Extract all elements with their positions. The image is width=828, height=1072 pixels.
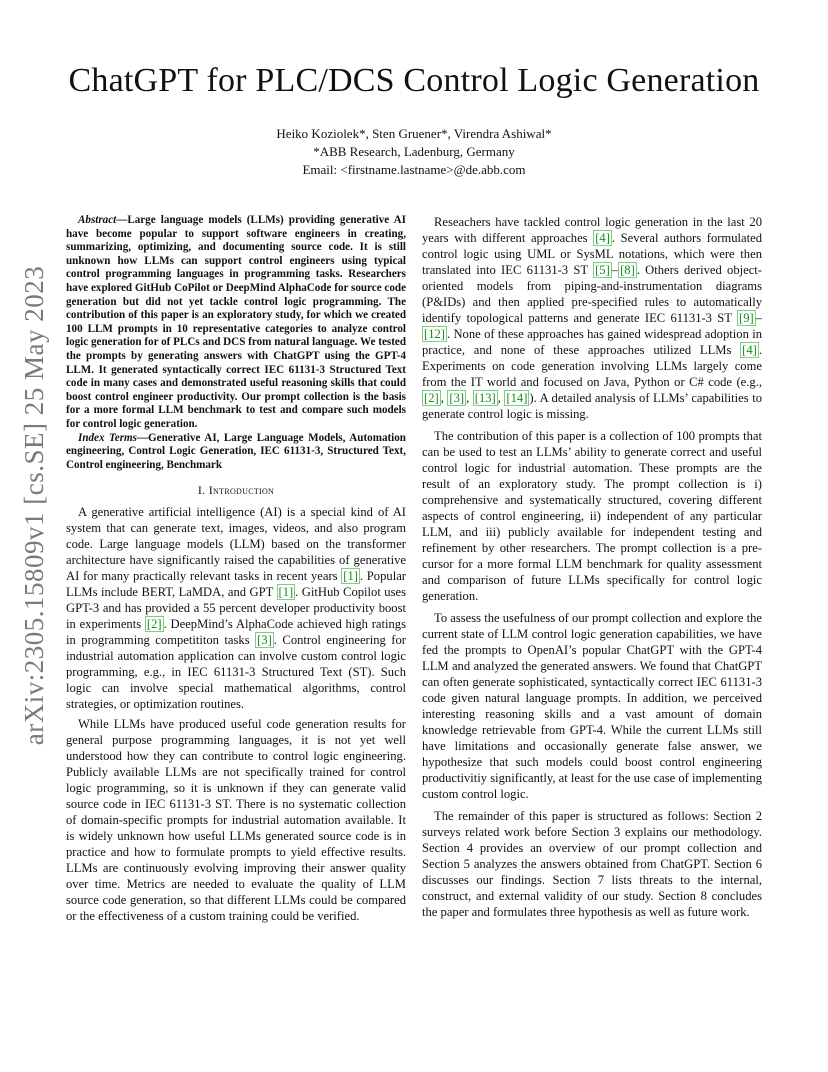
paragraph-text: . Several authors formulated control logic using UML or SysML notations, which were then translated into IEC 61131-3 ST — [422, 231, 763, 277]
author-list: Heiko Koziolek*, Sten Gruener*, Virendra Ashiwal* — [276, 126, 552, 141]
paragraph-text: . DeepMind’s AlphaCode achieved high ratings in programming competititon tasks — [66, 617, 406, 648]
paragraph-text: . Popular LLMs include BERT, LaMDA, and GPT — [66, 569, 406, 600]
paragraph-text: . Control engineering for industrial automation application can involve custom control logic programming, e.g., in IEC 61131-3 Structured Text (ST). Such logic can involve special mathematical algorithms, control strategies, or optimization routines. — [66, 633, 406, 712]
intro-paragraph-1 — [66, 504, 406, 712]
paragraph-text: , — [466, 391, 473, 405]
paragraph-text: . GitHub Copilot uses GPT-3 and has provided a 55 percent developer productivity boost in experiments — [66, 585, 406, 632]
paragraph-text: . None of these approaches has gained widespread adoption in practice, and none of these approaches utilized LLMs — [422, 327, 762, 357]
paragraph-text: A generative artificial intelligence (AI) is a special kind of AI system that can generate text, images, videos, and also program code. Large language models (LLM) based on the transformer architecture have significantly raised the capabilities of generative AI for many practically relevant tasks in recent years — [66, 505, 406, 584]
citation-link[interactable]: [4] — [595, 231, 610, 245]
paragraph-text: , — [440, 391, 448, 405]
paragraph-text: – — [755, 311, 762, 325]
citation-link[interactable]: [4] — [742, 343, 757, 357]
arxiv-identifier-stamp — [15, 265, 55, 745]
section-heading-introduction — [66, 482, 406, 498]
citation-link[interactable]: [9] — [739, 311, 754, 325]
citation-link[interactable]: [8] — [620, 263, 635, 277]
structure-paragraph: The remainder of this paper is structured as follows: Section 2 surveys related work before Section 3 explains our methodology. Section 4 provides an overview of our prompt collection and Section 5 analyzes the answers obtained from ChatGPT. Section 6 discusses our findings. Section 7 lists threats to the internal, construct, and external validity of our study. Section 8 concludes the paper and formulates three hypothesis as well as future work. — [422, 809, 762, 919]
section-title: Introduction — [208, 483, 275, 498]
citation-link[interactable]: [12] — [424, 327, 445, 341]
arxiv-identifier-text: arXiv:2305.15809v1 [cs.SE] 25 May 2023 — [19, 265, 50, 745]
citation-link[interactable]: [13] — [474, 391, 496, 405]
author-affiliation: *ABB Research, Ladenburg, Germany — [313, 144, 515, 159]
citation-link[interactable]: [14] — [506, 391, 528, 405]
citation-link[interactable]: [2] — [424, 391, 439, 405]
citation-link[interactable]: [1] — [343, 569, 358, 584]
paragraph-text: ). A detailed analysis of LLMs’ capabilities to generate control logic is missing. — [422, 391, 763, 421]
abstract-lead: Abstract — [78, 214, 117, 226]
left-column — [66, 214, 406, 928]
intro-paragraph-2: While LLMs have produced useful code generation results for general purpose programming languages, it is not yet well understood how they can contribute to control logic engineering. Publicly available LLMs are not specifically trained for control logic programming, so it is unknown if they can generate valid source code in IEC 61131-3 ST. There is no systematic collection of domain-specific prompts for industrial automation available. It is widely unknown how useful LLMs generated source code is in practice and how to formulate prompts to yield effective results. LLMs are continuously evolving improving their answer quality over time. Metrics are needed to evaluate the quality of LLM source code generation, so that different LLMs could be compared or the effectiveness of a custom training could be verified. — [66, 717, 406, 924]
assessment-paragraph: To assess the usefulness of our prompt collection and explore the current state of LLM control logic generation capabilities, we have fed the prompts to OpenAI’s popular ChatGPT with the GPT-4 LLM and analyzed the generated answers. We found that ChatGPT can often generate sophisticated, syntactically correct IEC 61131-3 code given natural language prompts. In addition, we perceived interesting reasoning skills and a vast amount of domain knowledge retrievable from GPT-4. While the current LLMs still have limitations and occasionally generate false answer, we hypothesize that such models could boost control engineering productivitiy significantly, at least for the use case of implementing custom control logic. — [422, 611, 762, 801]
related-approaches-paragraph — [422, 214, 762, 422]
paragraph-text: Reseachers have tackled control logic generation in the last 20 years with different approaches — [422, 215, 762, 245]
abstract-text: —Large language models (LLMs) providing generative AI have become popular to support software engineers in creating, summarizing, optimizing, and documenting source code. It is still unknown how LLMs can support control engineers using typical control programming languages in programming tasks. Researchers have explored GitHub CoPilot or DeepMind AlphaCode for source code generation but did not yet tackle control logic programming. The contribution of this paper is an exploratory study, for which we created 100 LLM prompts in 10 representative categories to analyze control logic generation for of PLCs and DCS from natural language. We tested the prompts by generating answers with ChatGPT using the GPT-4 LLM. It generated syntactically correct IEC 61131-3 Structured Text code in many cases and demonstrated useful reasoning skills that could boost control engineer productivity. Our prompt collection is the basis for a more formal LLM benchmark to test and compare such models for control logic generation. — [66, 214, 406, 430]
paragraph-text: , — [497, 391, 505, 405]
paper-title: ChatGPT for PLC/DCS Control Logic Generation — [68, 62, 760, 99]
index-terms-lead: Index Terms — [78, 431, 137, 444]
contribution-paragraph: The contribution of this paper is a collection of 100 prompts that can be used to test an LLMs’ ability to generate correct and useful control logic for industrial automation. These prompts are the result of an exploratory study. The prompt collection is i) comprehensive and systematically structured, covering different aspects of control engineering, ii) independent of any particular LLM, and iii) publicly available for independent testing and refinement by other researchers. The prompt collection is a pre-cursor for a more formal LLM benchmark for quality assessment and comparison of future LLMs specifically for control logic generation. — [422, 429, 762, 603]
index-terms-text: —Generative AI, Large Language Models, Automation engineering, Control Logic Generation, IEC 61131-3, Structured Text, Control engineering, Benchmark — [66, 431, 406, 471]
citation-link[interactable]: [3] — [449, 391, 465, 405]
citation-link[interactable]: [2] — [146, 617, 162, 632]
abstract — [66, 214, 406, 432]
right-column — [422, 214, 762, 926]
citation-link[interactable]: [3] — [257, 633, 272, 648]
index-terms — [66, 432, 406, 473]
citation-link[interactable]: [5] — [595, 263, 610, 277]
citation-link[interactable]: [1] — [278, 585, 294, 600]
paragraph-text: . Others derived object-oriented models from piping-and-instrumentation diagrams (P&IDs) and then applied pre-specified rules to automatically identify topological patterns and generate IEC 61131-3 ST — [422, 263, 762, 325]
author-email: Email: <firstname.lastname>@de.abb.com — [302, 162, 526, 177]
paragraph-text: . Experiments on code generation involving LLMs largely come from the IT world and focused on Java, Python or C# code (e.g., — [422, 343, 762, 389]
paragraph-text: – — [611, 263, 619, 277]
section-number: I. — [197, 483, 209, 498]
